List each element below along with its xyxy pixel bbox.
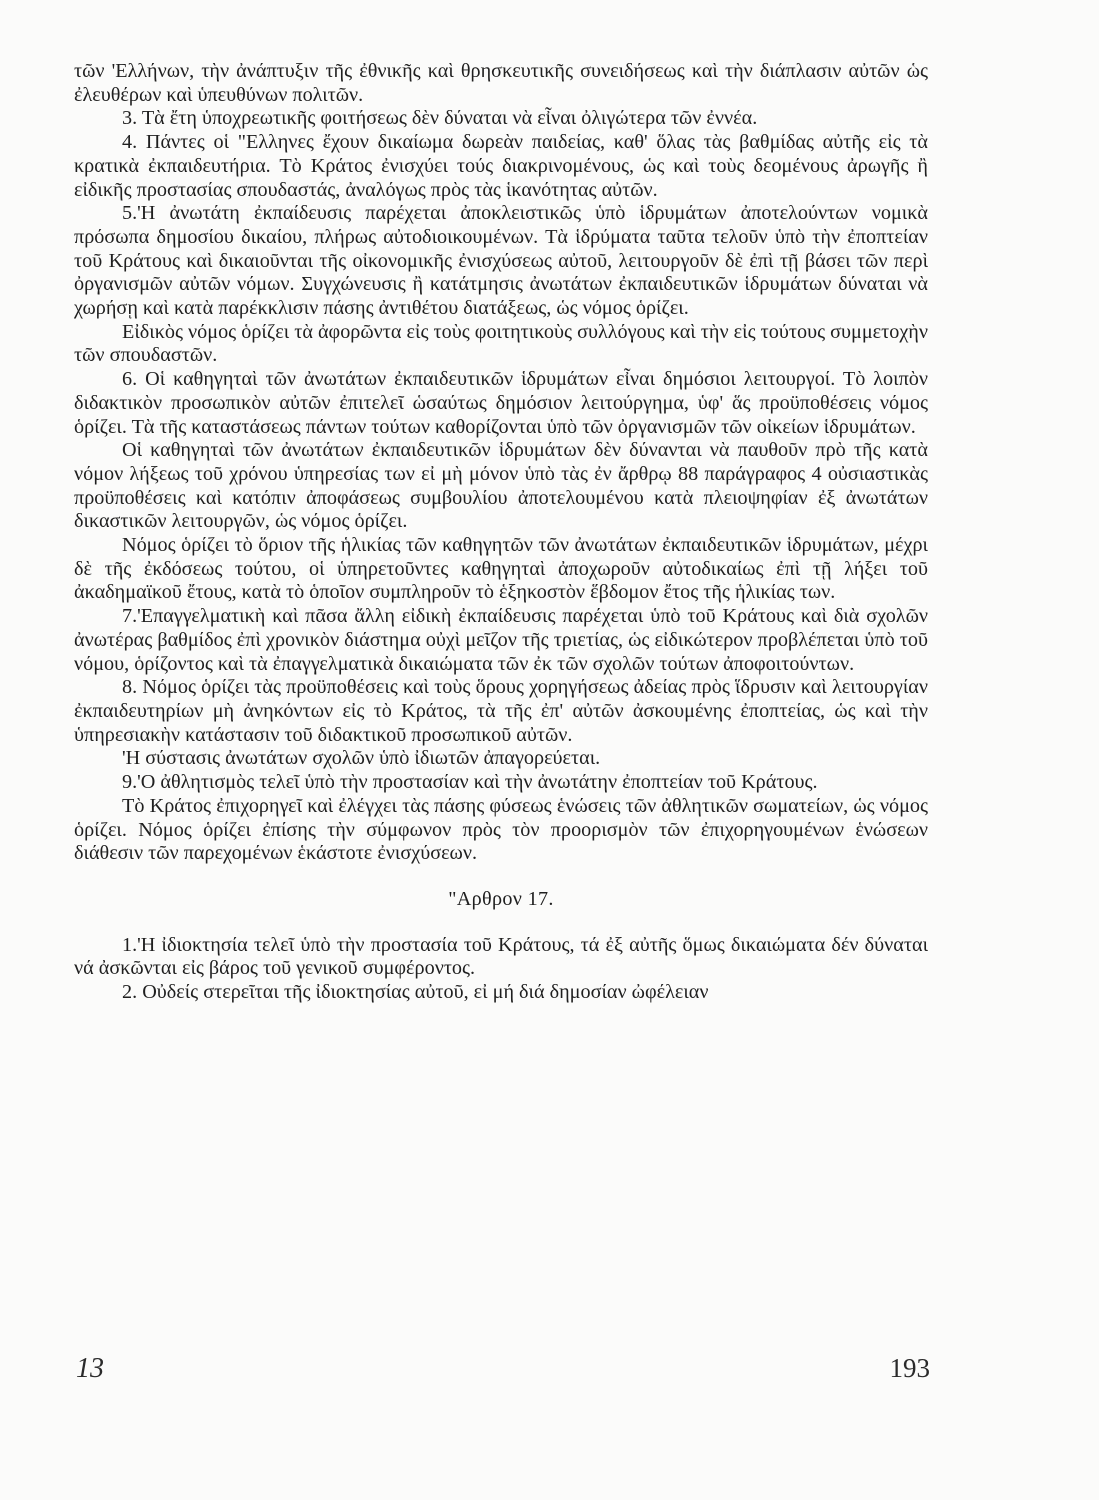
page-number: 193 [889, 1353, 930, 1383]
paragraph-p7: Νόμος ὁρίζει τὸ ὅριον τῆς ἡλικίας τῶν καθηγητῶν τῶν ἀνωτάτων ἐκπαιδευτικῶν ἱδρυμάτων, μέχρι δὲ τῆς ἐκδόσεως τούτου, οἱ ὑπηρετοῦντες καθηγηταὶ ἀποχωροῦν αὐτοδικαίως ἐπὶ τῇ λήξει τοῦ ἀκαδημαϊκοῦ ἔτους, κατὰ τὸ ὁποῖον συμπληροῦν τὸ ἑξηκοστὸν ἕβδομον ἔτος τῆς ἡλικίας των. [74, 534, 928, 604]
paragraph-p2: 4. Πάντες οἱ "Ελληνες ἔχουν δικαίωμα δωρεὰν παιδείας, καθ' ὅλας τὰς βαθμίδας αὐτῆς εἰς τὰ κρατικὰ ἐκπαιδευτήρια. Τὸ Κράτος ἐνισχύει τούς διακρινομένους, ὡς καὶ τοὺς δεομένους ἀρωγῆς ἢ εἰδικῆς προστασίας σπουδαστάς, ἀναλόγως πρὸς τὰς ἱκανότητας αὐτῶν. [74, 131, 928, 201]
paragraph-p10: 'Η σύστασις ἀνωτάτων σχολῶν ὑπὸ ἰδιωτῶν ἀπαγορεύεται. [122, 747, 601, 770]
article-heading: "Αρθρον 17. [448, 887, 554, 910]
paragraph-p12: Τὸ Κράτος ἐπιχορηγεῖ καὶ ἐλέγχει τὰς πάσης φύσεως ἑνώσεις τῶν ἀθλητικῶν σωματείων, ὡς νόμος ὁρίζει. Νόμος ὁρίζει ἐπίσης τὴν σύμφωνον πρὸς τὸν προορισμὸν τῶν ἐπιχορηγουμένων ἑνώσεων διάθεσιν τῶν παρεχομένων ἑκάστοτε ἐνισχύσεων. [74, 794, 928, 865]
paragraph-p3: 5.'Η ἀνωτάτη ἐκπαίδευσις παρέχεται ἀποκλειστικῶς ὑπὸ ἱδρυμάτων ἀποτελούντων νομικὰ πρόσωπα δημοσίου δικαίου, πλήρως αὐτοδιοικουμένων. Τὰ ἱδρύματα ταῦτα τελοῦν ὑπὸ τὴν ἐποπτείαν τοῦ Κράτους καὶ δικαιοῦνται τῆς οἰκονομικῆς ἐνισχύσεως αὐτοῦ, λειτουργοῦν δὲ ἐπὶ τῇ βάσει τῶν περὶ ὀργανισμῶν αὐτῶν νόμων. Συγχώνευσις ἢ κατάτμησις ἀνωτάτων ἐκπαιδευτικῶν ἱδρυμάτων δύναται νὰ χωρήσῃ καὶ κατὰ παρέκκλισιν πάσης ἀντιθέτου διατάξεως, ὡς νόμος ὁρίζει. [74, 202, 928, 320]
paragraph-p9: 8. Νόμος ὁρίζει τὰς προϋποθέσεις καὶ τοὺς ὅρους χορηγήσεως ἀδείας πρὸς ἵδρυσιν καὶ λειτουργίαν ἐκπαιδευτηρίων μὴ ἀνηκόντων εἰς τὸ Κράτος, τὰ τῆς ἐπ' αὐτῶν ἀσκουμένης ἐποπτείας, ὡς καὶ τὴν ὑπηρεσιακὴν κατάστασιν τοῦ διδακτικοῦ προσωπικοῦ αὐτῶν. [74, 676, 928, 746]
article-paragraph-1: 1.'Η ἰδιοκτησία τελεῖ ὑπὸ τὴν προστασία τοῦ Κράτους, τά ἐξ αὐτῆς ὅμως δικαιώματα δέν δύναται νά ἀσκῶνται εἰς βάρος τοῦ γενικοῦ συμφέροντος. [74, 933, 928, 980]
paragraph-p4: Εἰδικὸς νόμος ὁρίζει τὰ ἀφορῶντα εἰς τοὺς φοιτητικοὺς συλλόγους καὶ τὴν εἰς τούτους συμμετοχὴν τῶν σπουδαστῶν. [74, 320, 928, 367]
paragraph-p11: 9.'Ο ἀθλητισμὸς τελεῖ ὑπὸ τὴν προστασίαν καὶ τὴν ἀνωτάτην ἐποπτείαν τοῦ Κράτους. [122, 771, 818, 794]
paragraph-p8: 7.'Επαγγελματικὴ καὶ πᾶσα ἄλλη εἰδικὴ ἐκπαίδευσις παρέχεται ὑπὸ τοῦ Κράτους καὶ διὰ σχολῶν ἀνωτέρας βαθμίδος ἐπὶ χρονικὸν διάστημα οὐχὶ μεῖζον τῆς τριετίας, ὡς εἰδικώτερον προβλέπεται ὑπὸ τοῦ νόμου, ὁρίζοντος καὶ τὰ ἐπαγγελματικὰ δικαιώματα τῶν ἐκ τῶν σχολῶν τούτων ἀποφοιτούντων. [74, 605, 928, 675]
body-text [74, 60, 928, 1005]
paragraph-p1: 3. Τὰ ἔτη ὑποχρεωτικῆς φοιτήσεως δὲν δύναται νὰ εἶναι ὀλιγώτερα τῶν ἐννέα. [122, 107, 758, 130]
paragraph-p5: 6. Οἱ καθηγηταὶ τῶν ἀνωτάτων ἐκπαιδευτικῶν ἱδρυμάτων εἶναι δημόσιοι λειτουργοί. Τὸ λοιπὸν διδακτικὸν προσωπικὸν αὐτῶν ἐπιτελεῖ ὡσαύτως δημόσιον λειτούργημα, ὑφ' ἅς προϋποθέσεις νόμος ὁρίζει. Τὰ τῆς καταστάσεως πάντων τούτων καθορίζονται ὑπὸ τῶν ὀργανισμῶν τῶν οἰκείων ἱδρυμάτων. [74, 368, 928, 438]
article-paragraph-2: 2. Οὐδείς στερεῖται τῆς ἰδιοκτησίας αὐτοῦ, εἰ μή διά δημοσίαν ὠφέλειαν [122, 981, 709, 1004]
paragraph-p6: Οἱ καθηγηταὶ τῶν ἀνωτάτων ἐκπαιδευτικῶν ἱδρυμάτων δὲν δύνανται νὰ παυθοῦν πρὸ τῆς κατὰ νόμον λήξεως τοῦ χρόνου ὑπηρεσίας των εἰ μὴ μόνον ὑπὸ τὰς ἐν ἄρθρῳ 88 παράγραφος 4 οὐσιαστικὰς προϋποθέσεις καὶ κατόπιν ἀποφάσεως συμβουλίου ἀποτελουμένου κατὰ πλειοψηφίαν ἐξ ἀνωτάτων δικαστικῶν λειτουργῶν, ὡς νόμος ὁρίζει. [74, 439, 928, 533]
signature-mark: 13 [76, 1353, 104, 1384]
paragraph-p0: τῶν 'Ελλήνων, τὴν ἀνάπτυξιν τῆς ἐθνικῆς καὶ θρησκευτικῆς συνειδήσεως καὶ τὴν διάπλασιν αὐτῶν ὡς ἐλευθέρων καὶ ὑπευθύνων πολιτῶν. [74, 60, 928, 106]
